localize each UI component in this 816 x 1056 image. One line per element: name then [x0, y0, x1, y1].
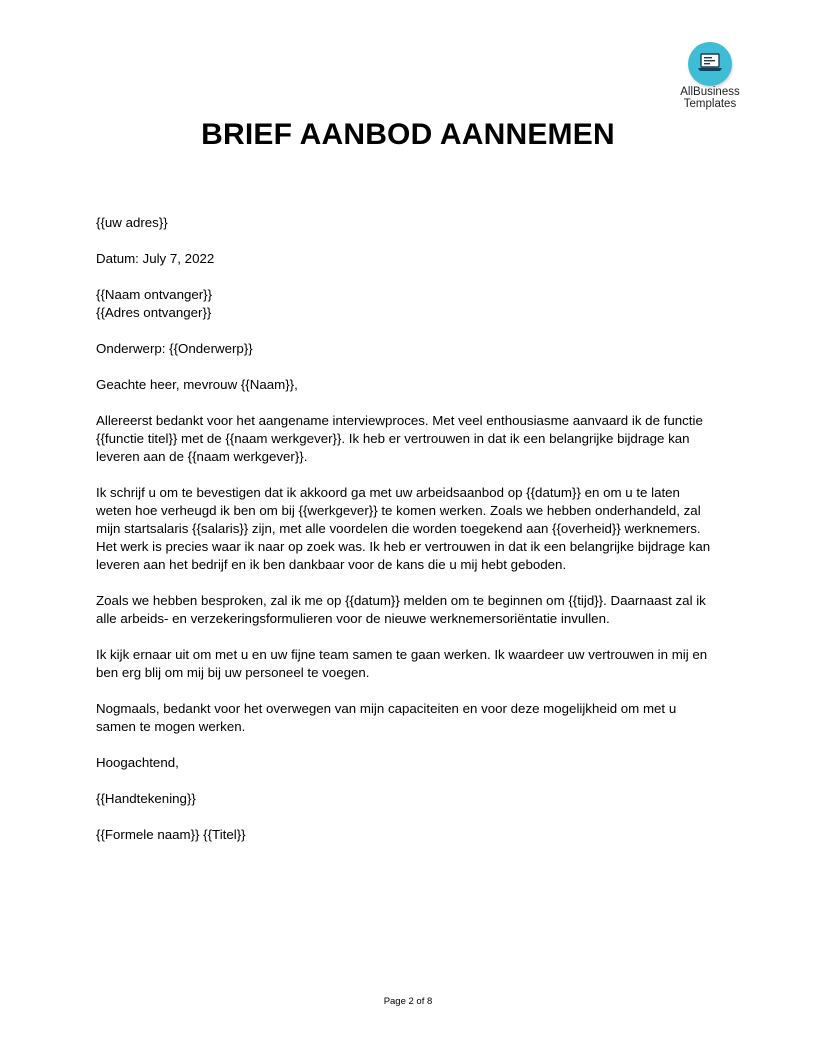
- signature: {{Handtekening}}: [96, 791, 196, 806]
- paragraph-line: leveren aan de {{naam werkgever}}.: [96, 449, 308, 464]
- laptop-icon: [688, 42, 732, 86]
- paragraph-line: weten hoe verheugd ik ben om bij {{werkgever}} te komen werken. Zoals we hebben onderhandeld, zal: [96, 503, 701, 518]
- paragraph-line: alle arbeids- en verzekeringsformulieren voor de nieuwe werknemersoriëntatie invullen.: [96, 611, 610, 626]
- paragraph-line: Ik schrijf u om te bevestigen dat ik akkoord ga met uw arbeidsaanbod op {{datum}} en om u te laten: [96, 485, 680, 500]
- letter-subject: Onderwerp: {{Onderwerp}}: [96, 341, 253, 356]
- paragraph-line: mijn startsalaris {{salaris}} zijn, met alle voordelen die worden toegekend aan {{overheid}} werknemers.: [96, 521, 701, 536]
- letter-date: Datum: July 7, 2022: [96, 251, 215, 266]
- paragraph-line: Allereerst bedankt voor het aangename interviewproces. Met veel enthousiasme aanvaard ik de functie: [96, 413, 703, 428]
- logo-text-line-1: AllBusiness: [680, 86, 740, 98]
- paragraph-line: samen te mogen werken.: [96, 719, 246, 734]
- paragraph-1: [96, 412, 726, 466]
- paragraph-line: Ik kijk ernaar uit om met u en uw fijne team samen te gaan werken. Ik waardeer uw vertrouwen in mij en: [96, 647, 708, 662]
- paragraph-4: [96, 646, 726, 682]
- salutation: Geachte heer, mevrouw {{Naam}},: [96, 377, 298, 392]
- brand-logo: [672, 42, 748, 110]
- document-title: BRIEF AANBOD AANNEMEN: [201, 118, 615, 151]
- paragraph-line: Zoals we hebben besproken, zal ik me op {{datum}} melden om te beginnen om {{tijd}}. Daarnaast zal ik: [96, 593, 706, 608]
- page-number: Page 2 of 8: [383, 996, 433, 1007]
- paragraph-5: [96, 700, 726, 736]
- paragraph-2: [96, 484, 726, 574]
- recipient-name: {{Naam ontvanger}}: [96, 287, 213, 302]
- paragraph-line: ben erg blij om mij bij uw personeel te voegen.: [96, 665, 370, 680]
- recipient-block: [96, 286, 726, 322]
- recipient-address: {{Adres ontvanger}}: [96, 305, 212, 320]
- logo-text-line-2: Templates: [683, 98, 737, 110]
- sender-address: {{uw adres}}: [96, 215, 168, 230]
- closing: Hoogachtend,: [96, 755, 179, 770]
- paragraph-line: Het werk is precies waar ik naar op zoek was. Ik heb er vertrouwen in dat ik een belangrijke bijdrage kan: [96, 539, 711, 554]
- letter-body: [96, 214, 726, 862]
- paragraph-3: [96, 592, 726, 628]
- paragraph-line: {{functie titel}} met de {{naam werkgever}}. Ik heb er vertrouwen in dat ik een belangrijke bijdrage kan: [96, 431, 690, 446]
- formal-name: {{Formele naam}} {{Titel}}: [96, 827, 246, 842]
- paragraph-line: Nogmaals, bedankt voor het overwegen van mijn capaciteiten en voor deze mogelijkheid om met u: [96, 701, 677, 716]
- paragraph-line: leveren aan het bedrijf en ik ben dankbaar voor de kans die u mij hebt geboden.: [96, 557, 567, 572]
